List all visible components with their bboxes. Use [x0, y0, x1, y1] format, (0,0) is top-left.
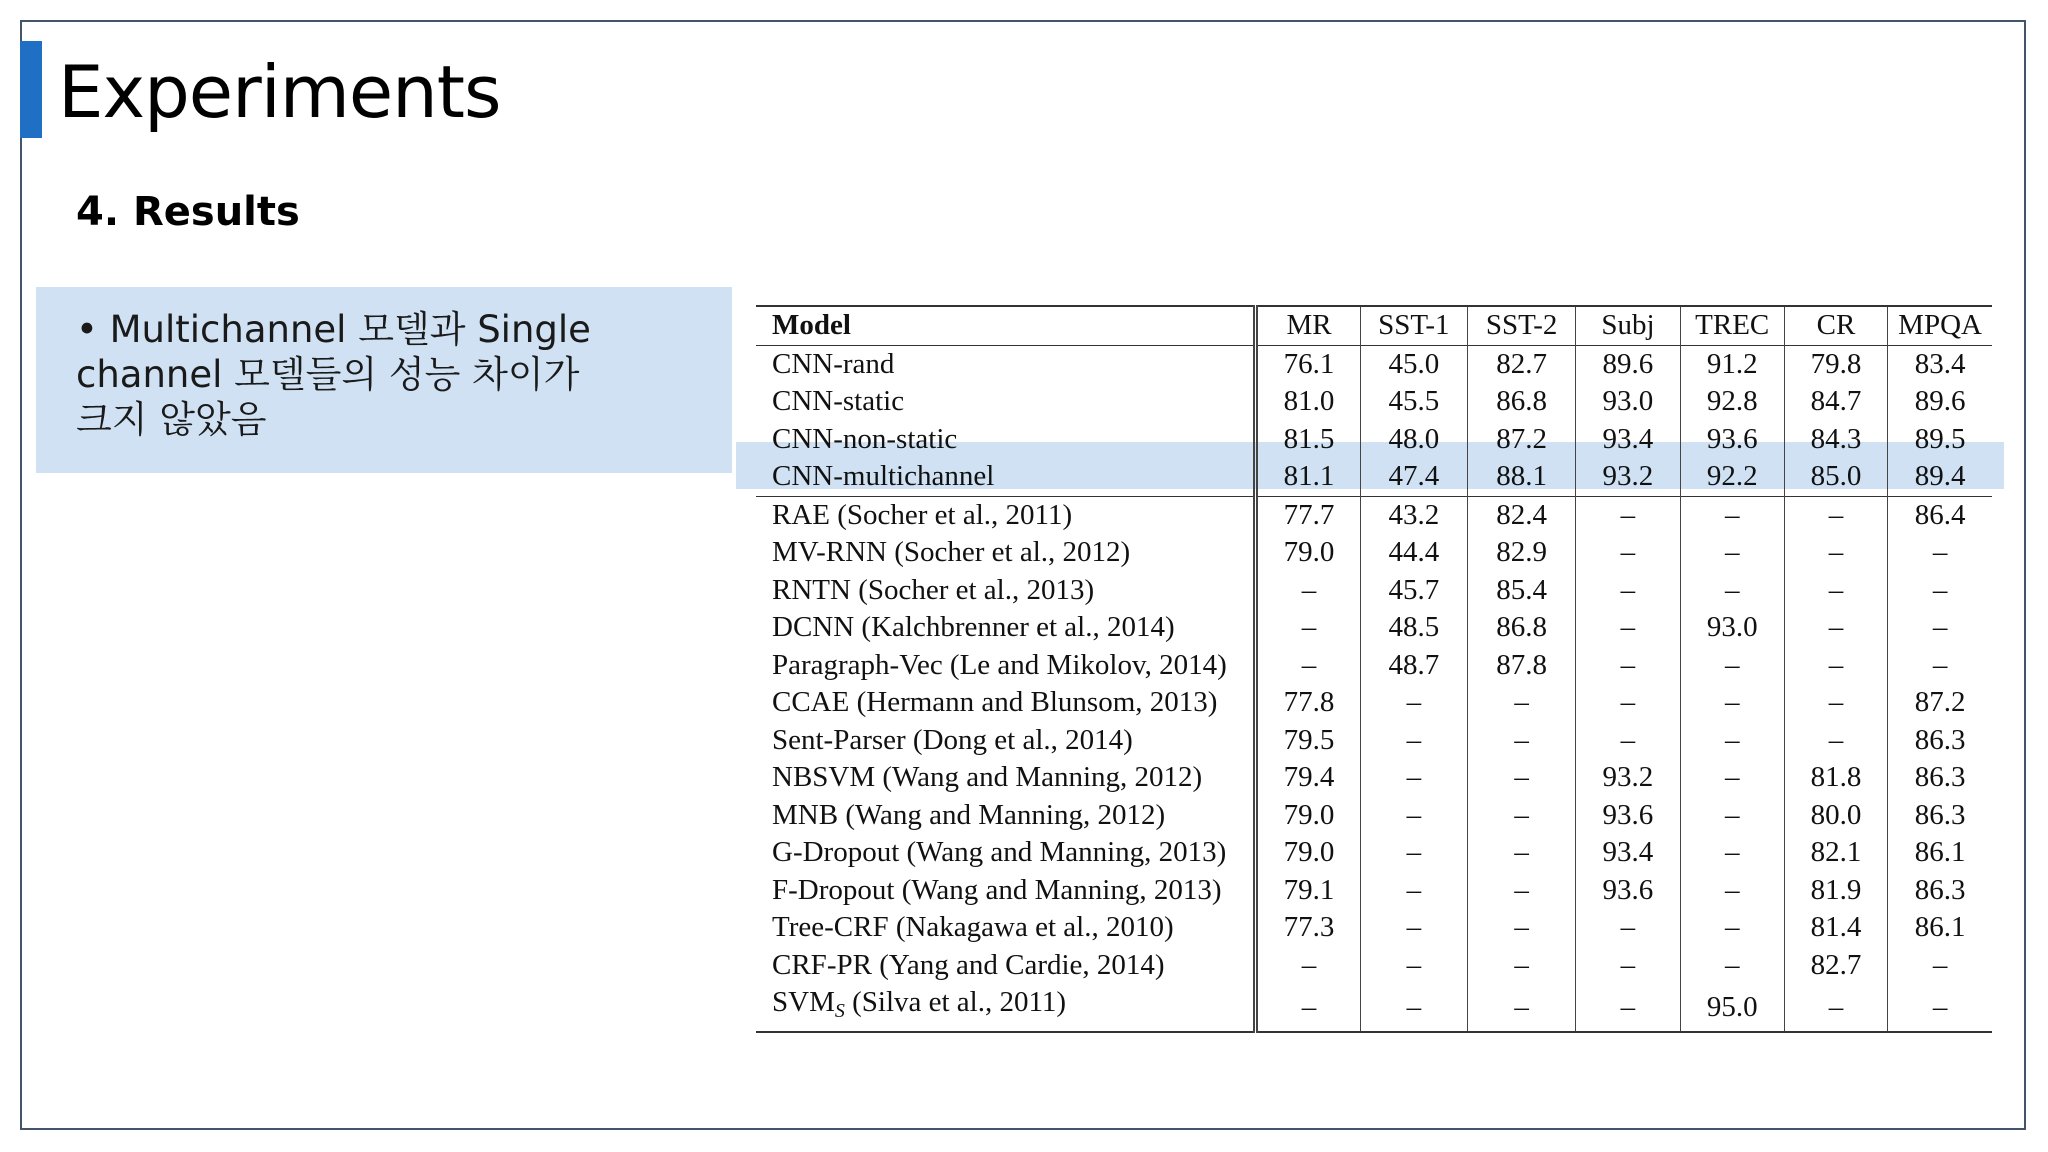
results-table	[756, 305, 1992, 1033]
score-cell-mr: 77.3	[1256, 909, 1360, 947]
score-cell-sst-1: 45.5	[1360, 383, 1467, 421]
score-cell-subj: –	[1576, 909, 1680, 947]
model-name-cell: CRF-PR (Yang and Cardie, 2014)	[756, 947, 1256, 985]
score-cell-trec: –	[1680, 759, 1784, 797]
table-row	[756, 834, 1992, 872]
table-row	[756, 684, 1992, 722]
score-cell-mr: 79.5	[1256, 722, 1360, 760]
score-cell-mpqa: –	[1932, 948, 1948, 981]
score-cell-subj: –	[1576, 722, 1680, 760]
title-accent-bar	[20, 41, 42, 138]
score-cell-sst-1: –	[1360, 872, 1467, 910]
score-cell-sst-1: 43.2	[1360, 496, 1467, 534]
score-cell-sst-1: –	[1360, 759, 1467, 797]
score-cell-sst-1: –	[1360, 797, 1467, 835]
model-name-cell: DCNN (Kalchbrenner et al., 2014)	[756, 609, 1256, 647]
score-cell-subj: 89.6	[1576, 345, 1680, 383]
score-cell-mr: 77.7	[1256, 496, 1360, 534]
model-name-cell: NBSVM (Wang and Manning, 2012)	[756, 759, 1256, 797]
score-cell-sst-2: 86.8	[1467, 383, 1575, 421]
score-cell-cr: –	[1784, 647, 1887, 685]
score-cell-subj: 93.2	[1576, 759, 1680, 797]
table-row	[756, 345, 1992, 383]
score-cell-subj: –	[1576, 572, 1680, 610]
table-row	[756, 572, 1992, 610]
model-name-cell: G-Dropout (Wang and Manning, 2013)	[756, 834, 1256, 872]
score-cell-trec: –	[1680, 909, 1784, 947]
score-cell-mpqa: 89.5	[1914, 422, 1966, 455]
bullet-line-3: 크지 않았음	[76, 398, 267, 441]
score-cell-mr: –	[1256, 947, 1360, 985]
score-cell-mpqa: –	[1932, 573, 1948, 606]
score-cell-mr: 77.8	[1256, 684, 1360, 722]
table-header-row	[756, 306, 1992, 345]
score-cell-trec: –	[1680, 684, 1784, 722]
column-header-sst-2: SST-2	[1467, 306, 1575, 345]
table-row	[756, 722, 1992, 760]
score-cell-trec: 93.6	[1680, 421, 1784, 459]
score-cell-trec: –	[1680, 797, 1784, 835]
score-cell-mpqa: –	[1932, 990, 1948, 1023]
score-cell-mpqa: 86.3	[1914, 873, 1966, 906]
score-cell-mpqa: 86.3	[1914, 761, 1966, 793]
table-body	[756, 345, 1992, 1032]
column-header-model: Model	[756, 306, 1256, 345]
model-name-cell: Paragraph-Vec (Le and Mikolov, 2014)	[756, 647, 1256, 685]
score-cell-cr: 81.8	[1784, 759, 1887, 797]
table-row	[756, 421, 1992, 459]
table-row	[756, 759, 1992, 797]
score-cell-mr: –	[1256, 984, 1360, 1032]
table-row	[756, 947, 1992, 985]
table-row	[756, 647, 1992, 685]
score-cell-cr: 82.7	[1784, 947, 1887, 985]
score-cell-sst-1: –	[1360, 909, 1467, 947]
model-name-cell: MNB (Wang and Manning, 2012)	[756, 797, 1256, 835]
model-name-cell: RNTN (Socher et al., 2013)	[756, 572, 1256, 610]
score-cell-sst-1: 45.0	[1360, 345, 1467, 383]
score-cell-trec: 95.0	[1680, 984, 1784, 1032]
score-cell-sst-2: 82.9	[1467, 534, 1575, 572]
score-cell-mpqa: 89.4	[1914, 460, 1966, 492]
score-cell-mr: 76.1	[1256, 345, 1360, 383]
score-cell-subj: –	[1576, 534, 1680, 572]
score-cell-cr: –	[1784, 684, 1887, 722]
score-cell-cr: –	[1784, 572, 1887, 610]
score-cell-mpqa: 86.1	[1914, 836, 1966, 868]
model-name-cell: MV-RNN (Socher et al., 2012)	[756, 534, 1256, 572]
score-cell-mr: 81.1	[1256, 458, 1360, 496]
score-cell-sst-2: 82.4	[1467, 496, 1575, 534]
table-row	[756, 534, 1992, 572]
score-cell-sst-2: –	[1467, 947, 1575, 985]
column-header-cr: CR	[1784, 306, 1887, 345]
score-cell-subj: –	[1576, 984, 1680, 1032]
score-cell-sst-2: 87.8	[1467, 647, 1575, 685]
score-cell-sst-1: 48.0	[1360, 421, 1467, 459]
model-name-cell: $SVM_S$ (Silva et al., 2011)	[756, 984, 1256, 1032]
score-cell-mpqa: 86.3	[1914, 798, 1966, 831]
score-cell-mr: 79.0	[1256, 834, 1360, 872]
score-cell-sst-2: –	[1467, 834, 1575, 872]
score-cell-sst-2: –	[1467, 722, 1575, 760]
score-cell-sst-1: –	[1360, 947, 1467, 985]
table-row	[756, 609, 1992, 647]
score-cell-sst-1: 48.5	[1360, 609, 1467, 647]
model-name-cell: CNN-non-static	[756, 421, 1256, 459]
model-name-cell: F-Dropout (Wang and Manning, 2013)	[756, 872, 1256, 910]
column-header-mpqa: MPQA	[1898, 309, 1982, 341]
score-cell-trec: –	[1680, 947, 1784, 985]
score-cell-sst-2: 87.2	[1467, 421, 1575, 459]
bullet-line-2: channel 모델들의 성능 차이가	[76, 353, 580, 396]
table-row	[756, 383, 1992, 421]
score-cell-mpqa: 86.3	[1914, 723, 1966, 756]
score-cell-trec: 92.2	[1680, 458, 1784, 496]
model-name-cell: Tree-CRF (Nakagawa et al., 2010)	[756, 909, 1256, 947]
score-cell-subj: 93.0	[1576, 383, 1680, 421]
model-name-cell: RAE (Socher et al., 2011)	[756, 496, 1256, 534]
section-heading: 4. Results	[76, 189, 300, 235]
score-cell-trec: –	[1680, 722, 1784, 760]
table-row	[756, 909, 1992, 947]
score-cell-cr: 85.0	[1784, 458, 1887, 496]
score-cell-cr: –	[1784, 534, 1887, 572]
score-cell-cr: –	[1784, 722, 1887, 760]
score-cell-cr: 81.4	[1784, 909, 1887, 947]
score-cell-mr: 81.5	[1256, 421, 1360, 459]
score-cell-subj: –	[1576, 496, 1680, 534]
table-row	[756, 872, 1992, 910]
column-header-trec: TREC	[1680, 306, 1784, 345]
score-cell-subj: 93.4	[1576, 421, 1680, 459]
score-cell-sst-2: –	[1467, 872, 1575, 910]
score-cell-subj: –	[1576, 647, 1680, 685]
score-cell-mpqa: 87.2	[1914, 686, 1966, 718]
score-cell-sst-2: –	[1467, 984, 1575, 1032]
score-cell-cr: 79.8	[1784, 345, 1887, 383]
score-cell-mr: 81.0	[1256, 383, 1360, 421]
score-cell-sst-1: –	[1360, 684, 1467, 722]
score-cell-sst-2: 85.4	[1467, 572, 1575, 610]
score-cell-sst-1: –	[1360, 834, 1467, 872]
score-cell-mpqa: 86.4	[1914, 498, 1966, 531]
column-header-mr: MR	[1256, 306, 1360, 345]
score-cell-subj: 93.4	[1576, 834, 1680, 872]
column-header-sst-1: SST-1	[1360, 306, 1467, 345]
score-cell-sst-1: 48.7	[1360, 647, 1467, 685]
page-title: Experiments	[58, 50, 501, 134]
score-cell-trec: 92.8	[1680, 383, 1784, 421]
score-cell-mr: 79.0	[1256, 534, 1360, 572]
score-cell-mr: 79.0	[1256, 797, 1360, 835]
score-cell-cr: 84.3	[1784, 421, 1887, 459]
score-cell-mpqa: 89.6	[1914, 385, 1966, 417]
score-cell-subj: –	[1576, 684, 1680, 722]
score-cell-subj: –	[1576, 947, 1680, 985]
score-cell-sst-2: 82.7	[1467, 345, 1575, 383]
score-cell-trec: –	[1680, 872, 1784, 910]
table-row	[756, 984, 1992, 1032]
score-cell-trec: 93.0	[1680, 609, 1784, 647]
score-cell-cr: 81.9	[1784, 872, 1887, 910]
bullet-text-1: Multichannel 모델과 Single	[109, 308, 591, 351]
score-cell-cr: –	[1784, 984, 1887, 1032]
score-cell-mr: –	[1256, 647, 1360, 685]
score-cell-mpqa: 83.4	[1914, 347, 1966, 380]
score-cell-mpqa: –	[1932, 536, 1948, 568]
score-cell-trec: –	[1680, 834, 1784, 872]
results-table-container	[756, 305, 1992, 1023]
score-cell-sst-1: 45.7	[1360, 572, 1467, 610]
score-cell-cr: 84.7	[1784, 383, 1887, 421]
bullet-line-1	[76, 307, 708, 352]
model-name-cell: CNN-multichannel	[756, 458, 1256, 496]
model-name-cell: CNN-rand	[756, 345, 1256, 383]
score-cell-cr: –	[1784, 496, 1887, 534]
score-cell-cr: –	[1784, 609, 1887, 647]
score-cell-sst-1: 47.4	[1360, 458, 1467, 496]
bullet-marker: •	[76, 308, 98, 351]
table-row	[756, 496, 1992, 534]
table-row	[756, 458, 1992, 496]
score-cell-sst-2: –	[1467, 909, 1575, 947]
model-name-cell: CCAE (Hermann and Blunsom, 2013)	[756, 684, 1256, 722]
score-cell-sst-1: 44.4	[1360, 534, 1467, 572]
score-cell-trec: –	[1680, 534, 1784, 572]
score-cell-sst-1: –	[1360, 984, 1467, 1032]
score-cell-trec: –	[1680, 647, 1784, 685]
score-cell-sst-2: –	[1467, 797, 1575, 835]
score-cell-mpqa: –	[1932, 611, 1948, 643]
table-row	[756, 797, 1992, 835]
model-name-cell: Sent-Parser (Dong et al., 2014)	[756, 722, 1256, 760]
score-cell-trec: –	[1680, 572, 1784, 610]
score-cell-cr: 82.1	[1784, 834, 1887, 872]
score-cell-sst-2: 86.8	[1467, 609, 1575, 647]
score-cell-subj: –	[1576, 609, 1680, 647]
score-cell-trec: –	[1680, 496, 1784, 534]
score-cell-subj: 93.2	[1576, 458, 1680, 496]
score-cell-sst-1: –	[1360, 722, 1467, 760]
score-cell-subj: 93.6	[1576, 872, 1680, 910]
model-name-cell: CNN-static	[756, 383, 1256, 421]
score-cell-sst-2: –	[1467, 759, 1575, 797]
score-cell-subj: 93.6	[1576, 797, 1680, 835]
score-cell-mr: 79.4	[1256, 759, 1360, 797]
score-cell-mpqa: –	[1932, 648, 1948, 681]
score-cell-mr: –	[1256, 609, 1360, 647]
score-cell-sst-2: –	[1467, 684, 1575, 722]
column-header-subj: Subj	[1576, 306, 1680, 345]
bullet-callout	[36, 287, 732, 473]
score-cell-cr: 80.0	[1784, 797, 1887, 835]
score-cell-mr: 79.1	[1256, 872, 1360, 910]
score-cell-sst-2: 88.1	[1467, 458, 1575, 496]
score-cell-mr: –	[1256, 572, 1360, 610]
score-cell-trec: 91.2	[1680, 345, 1784, 383]
score-cell-mpqa: 86.1	[1914, 911, 1966, 943]
